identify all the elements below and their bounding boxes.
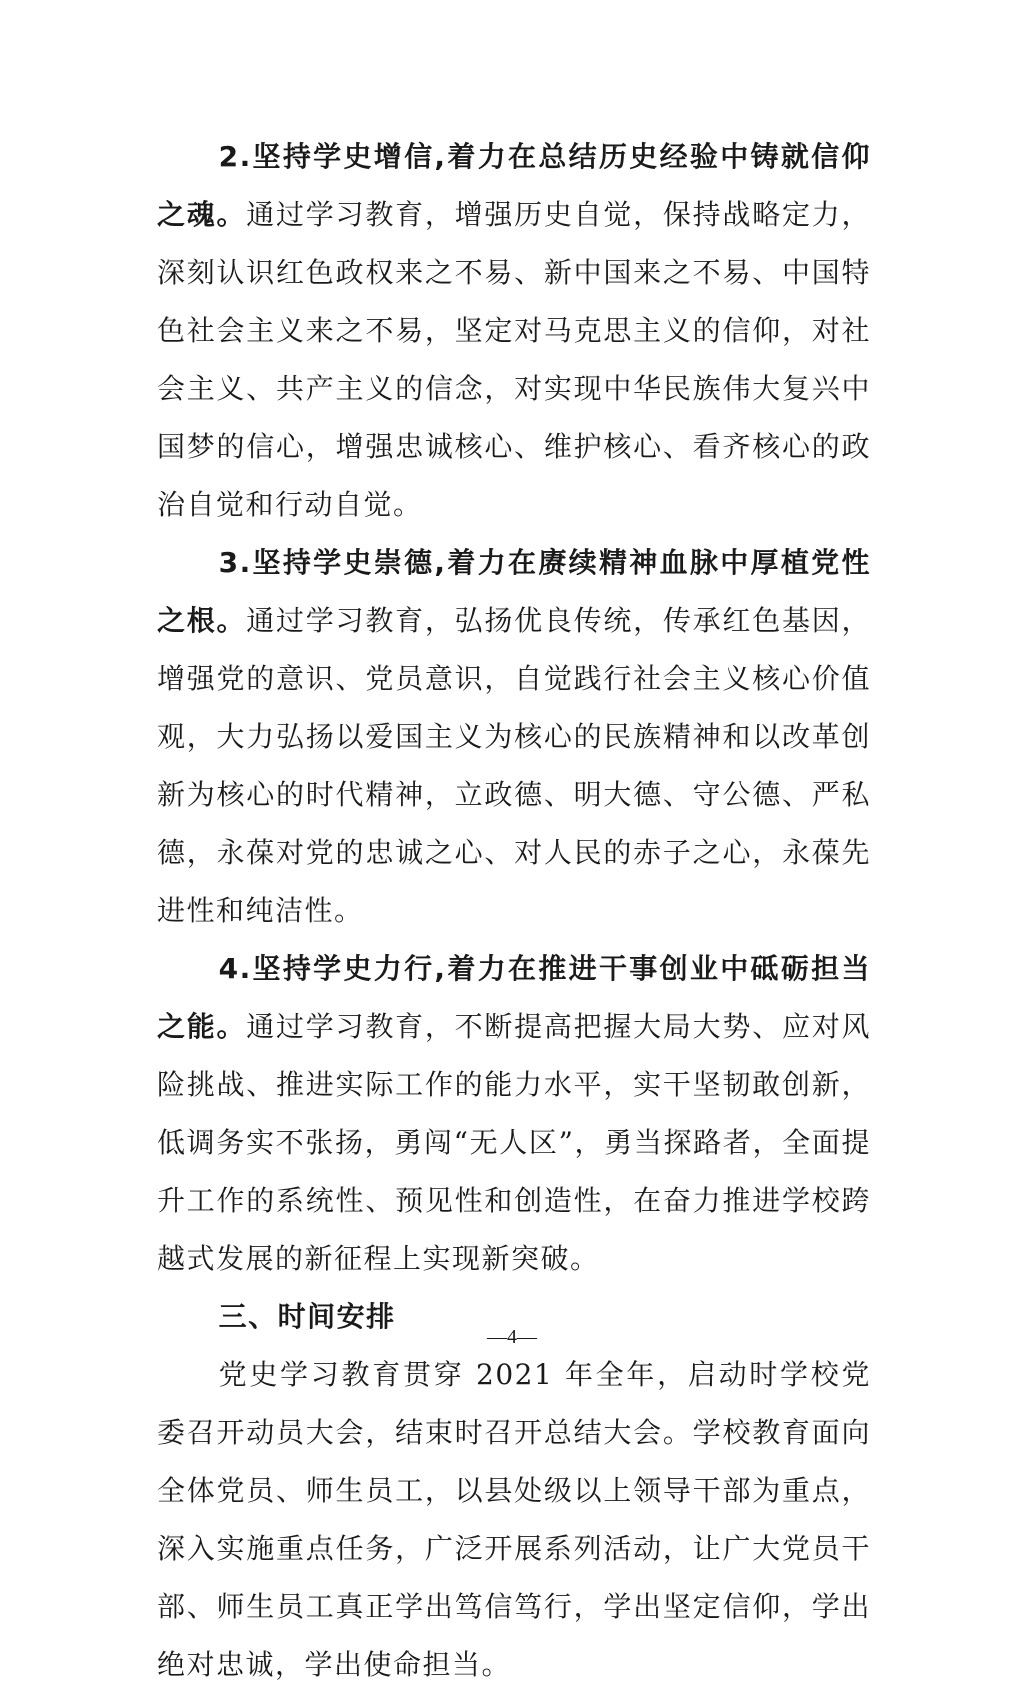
page-number: —4— [487,1326,537,1348]
document-body [157,128,871,1694]
paragraph-3 [157,940,871,1288]
paragraph-2 [157,534,871,940]
paragraph-2-body: 通过学习教育，弘扬优良传统，传承红色基因，增强党的意识、党员意识，自觉践行社会主义核心价值观，大力弘扬以爱国主义为核心的民族精神和以改革创新为核心的时代精神，立政德、明大德、守公德、严私德，永葆对党的忠诚之心、对人民的赤子之心，永葆先进性和纯洁性。 [157,604,871,927]
paragraph-2-lead: 3.坚持学史崇德,着力在赓续精神血脉中厚植党性之根。 [157,546,871,637]
paragraph-1-lead: 2.坚持学史增信,着力在总结历史经验中铸就信仰之魂。 [157,140,871,231]
paragraph-1 [157,128,871,534]
section-body: 党史学习教育贯穿 2021 年全年，启动时学校党委召开动员大会，结束时召开总结大会。学校教育面向全体党员、师生员工，以县处级以上领导干部为重点，深入实施重点任务，广泛开展系列活动，让广大党员干部、师生员工真正学出笃信笃行，学出坚定信仰，学出绝对忠诚，学出使命担当。 [157,1358,871,1681]
section-heading: 三、时间安排 [218,1300,396,1333]
paragraph-1-body: 通过学习教育，增强历史自觉，保持战略定力，深刻认识红色政权来之不易、新中国来之不易、中国特色社会主义来之不易，坚定对马克思主义的信仰，对社会主义、共产主义的信念，对实现中华民族伟大复兴中国梦的信心，增强忠诚核心、维护核心、看齐核心的政治自觉和行动自觉。 [157,198,871,521]
paragraph-3-body: 通过学习教育，不断提高把握大局大势、应对风险挑战、推进实际工作的能力水平，实干坚韧敢创新，低调务实不张扬，勇闯“无人区”，勇当探路者，全面提升工作的系统性、预见性和创造性，在奋力推进学校跨越式发展的新征程上实现新突破。 [157,1010,871,1275]
paragraph-3-lead: 4.坚持学史力行,着力在推进干事创业中砥砺担当之能。 [157,952,871,1043]
